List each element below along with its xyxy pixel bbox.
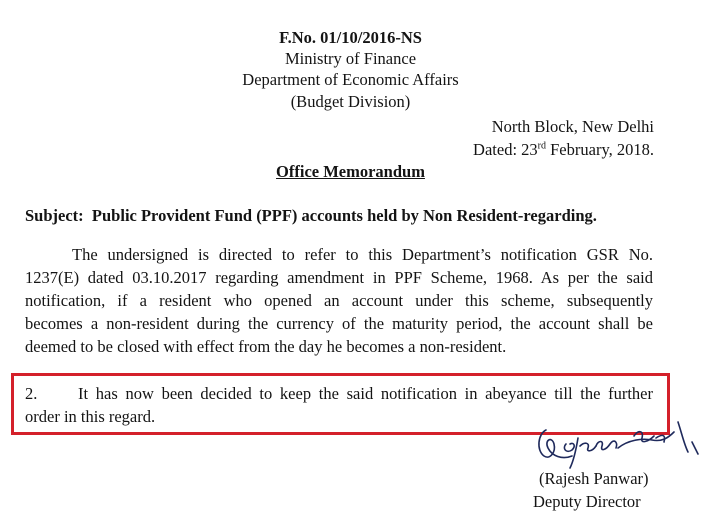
signatory-designation: Deputy Director	[533, 492, 641, 511]
ministry-name: Ministry of Finance	[284, 49, 417, 68]
division-name: (Budget Division)	[290, 92, 411, 111]
subject-label: Subject:	[25, 206, 84, 225]
paragraph-1-line: 1237(E) dated 03.10.2017 regarding amendment in PPF Scheme, 1968. As per the said	[25, 268, 653, 287]
date-prefix: Dated: 23	[473, 140, 538, 159]
handwritten-signature-icon	[532, 416, 701, 474]
file-number: F.No. 01/10/2016-NS	[279, 28, 422, 47]
paragraph-2-line: order in this regard.	[25, 407, 156, 426]
paragraph-2-number: 2.	[25, 384, 38, 403]
paragraph-2-line-text: It has now been decided to keep the said notification in abeyance till the further	[78, 384, 653, 403]
signatory-name: (Rajesh Panwar)	[539, 469, 649, 488]
date-ordinal: rd	[537, 140, 546, 152]
department-name: Department of Economic Affairs	[242, 70, 459, 89]
subject-text: Public Provident Fund (PPF) accounts held by Non Resident-regarding.	[91, 206, 597, 225]
paragraph-1	[25, 243, 653, 358]
memo-date	[473, 140, 654, 160]
memo-title: Office Memorandum	[276, 162, 425, 181]
paragraph-1-line: The undersigned is directed to refer to this Department’s notification GSR No.	[72, 245, 653, 264]
paragraph-1-line: deemed to be closed with effect from the day he becomes a non-resident.	[25, 337, 507, 356]
paragraph-1-line: becomes a non-resident during the currency of the maturity period, the account shall be	[25, 314, 653, 333]
office-location: North Block, New Delhi	[491, 117, 654, 136]
subject-line	[25, 206, 597, 226]
date-rest: February, 2018.	[546, 140, 654, 159]
paragraph-1-line: notification, if a resident who opened an account under this scheme, subsequently	[25, 291, 653, 310]
